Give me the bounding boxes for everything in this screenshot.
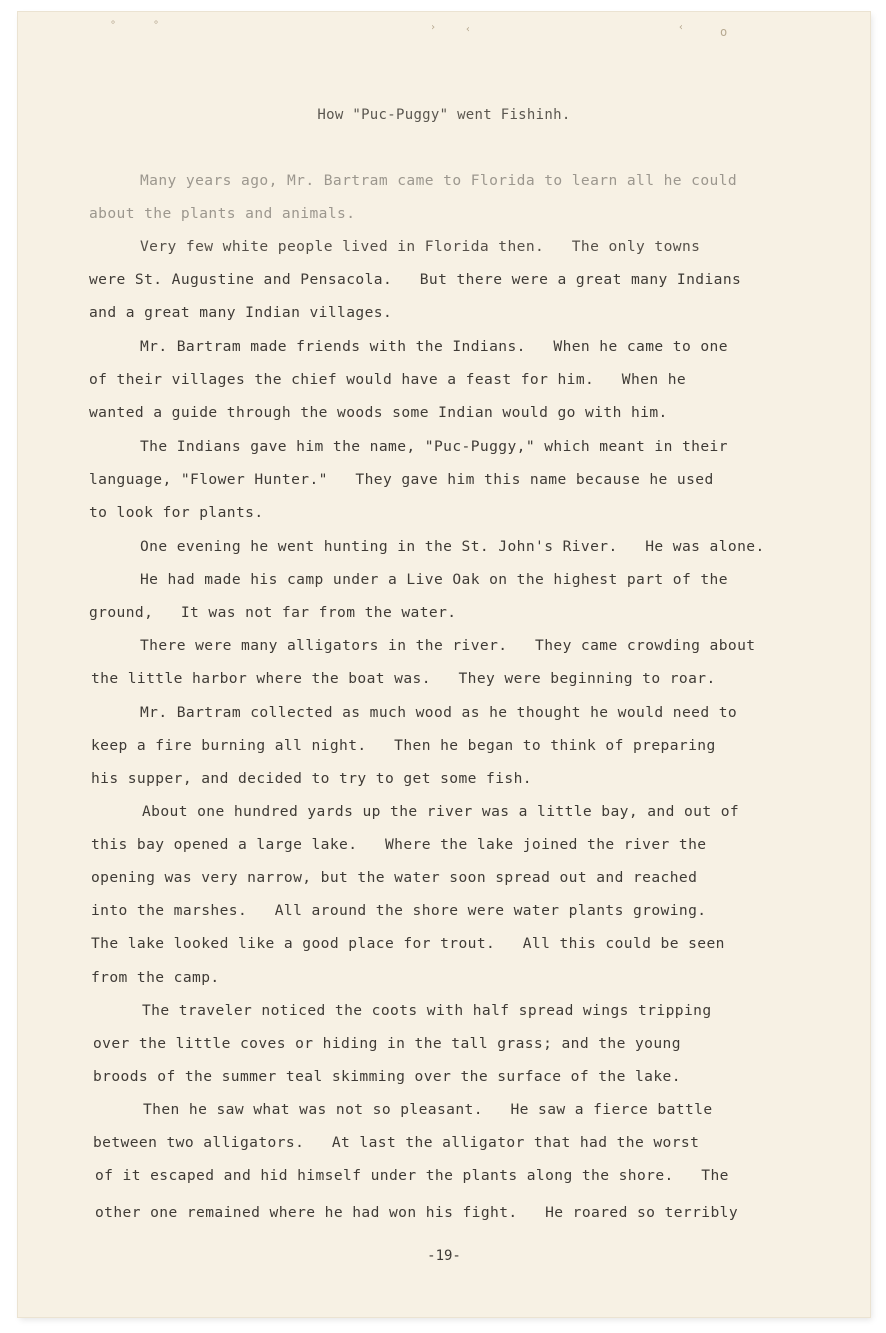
text-line: were St. Augustine and Pensacola. But there were a great many Indians [89, 271, 742, 288]
text-line: Then he saw what was not so pleasant. He saw a fierce battle [143, 1101, 713, 1118]
text-line: between two alligators. At last the alligator that had the worst [93, 1134, 700, 1151]
text-line: Very few white people lived in Florida then. The only towns [140, 238, 701, 255]
text-line: to look for plants. [89, 504, 264, 521]
text-line: into the marshes. All around the shore were water plants growing. [91, 902, 707, 919]
punch-mark: ‹ [465, 24, 472, 35]
text-line: language, "Flower Hunter." They gave him this name because he used [89, 471, 714, 488]
text-line: from the camp. [91, 969, 220, 986]
text-line: There were many alligators in the river. They came crowding about [140, 637, 756, 654]
text-line: and a great many Indian villages. [89, 304, 393, 321]
text-line: Mr. Bartram collected as much wood as he thought he would need to [140, 704, 738, 721]
text-line: broods of the summer teal skimming over the surface of the lake. [93, 1068, 681, 1085]
text-line: Many years ago, Mr. Bartram came to Florida to learn all he could [140, 172, 738, 189]
text-line: The Indians gave him the name, "Puc-Puggy," which meant in their [140, 438, 728, 455]
text-line: about the plants and animals. [89, 205, 356, 222]
text-line: this bay opened a large lake. Where the lake joined the river the [91, 836, 707, 853]
typewritten-page [18, 12, 870, 1317]
text-line: The traveler noticed the coots with half spread wings tripping [142, 1002, 712, 1019]
text-line: the little harbor where the boat was. They were beginning to roar. [91, 670, 716, 687]
punch-mark: ° [153, 20, 160, 31]
punch-mark: o [720, 25, 728, 39]
text-line: ground, It was not far from the water. [89, 604, 457, 621]
text-line: One evening he went hunting in the St. John's River. He was alone. [140, 538, 765, 555]
page-title: How "Puc-Puggy" went Fishinh. [317, 107, 571, 123]
text-line: his supper, and decided to try to get some fish. [91, 770, 532, 787]
text-line: of their villages the chief would have a feast for him. When he [89, 371, 687, 388]
text-line: Mr. Bartram made friends with the Indians. When he came to one [140, 338, 728, 355]
punch-mark: ° [110, 20, 117, 31]
text-line: About one hundred yards up the river was a little bay, and out of [142, 803, 740, 820]
text-line: of it escaped and hid himself under the plants along the shore. The [95, 1167, 729, 1184]
text-line: other one remained where he had won his fight. He roared so terribly [95, 1204, 739, 1221]
page-number: -19- [427, 1248, 461, 1264]
text-line: wanted a guide through the woods some Indian would go with him. [89, 404, 668, 421]
text-line: The lake looked like a good place for trout. All this could be seen [91, 935, 725, 952]
text-line: keep a fire burning all night. Then he began to think of preparing [91, 737, 716, 754]
text-line: over the little coves or hiding in the tall grass; and the young [93, 1035, 681, 1052]
text-line: opening was very narrow, but the water soon spread out and reached [91, 869, 698, 886]
text-line: He had made his camp under a Live Oak on the highest part of the [140, 571, 728, 588]
punch-mark: ‹ [678, 22, 685, 33]
punch-mark: › [430, 22, 437, 33]
